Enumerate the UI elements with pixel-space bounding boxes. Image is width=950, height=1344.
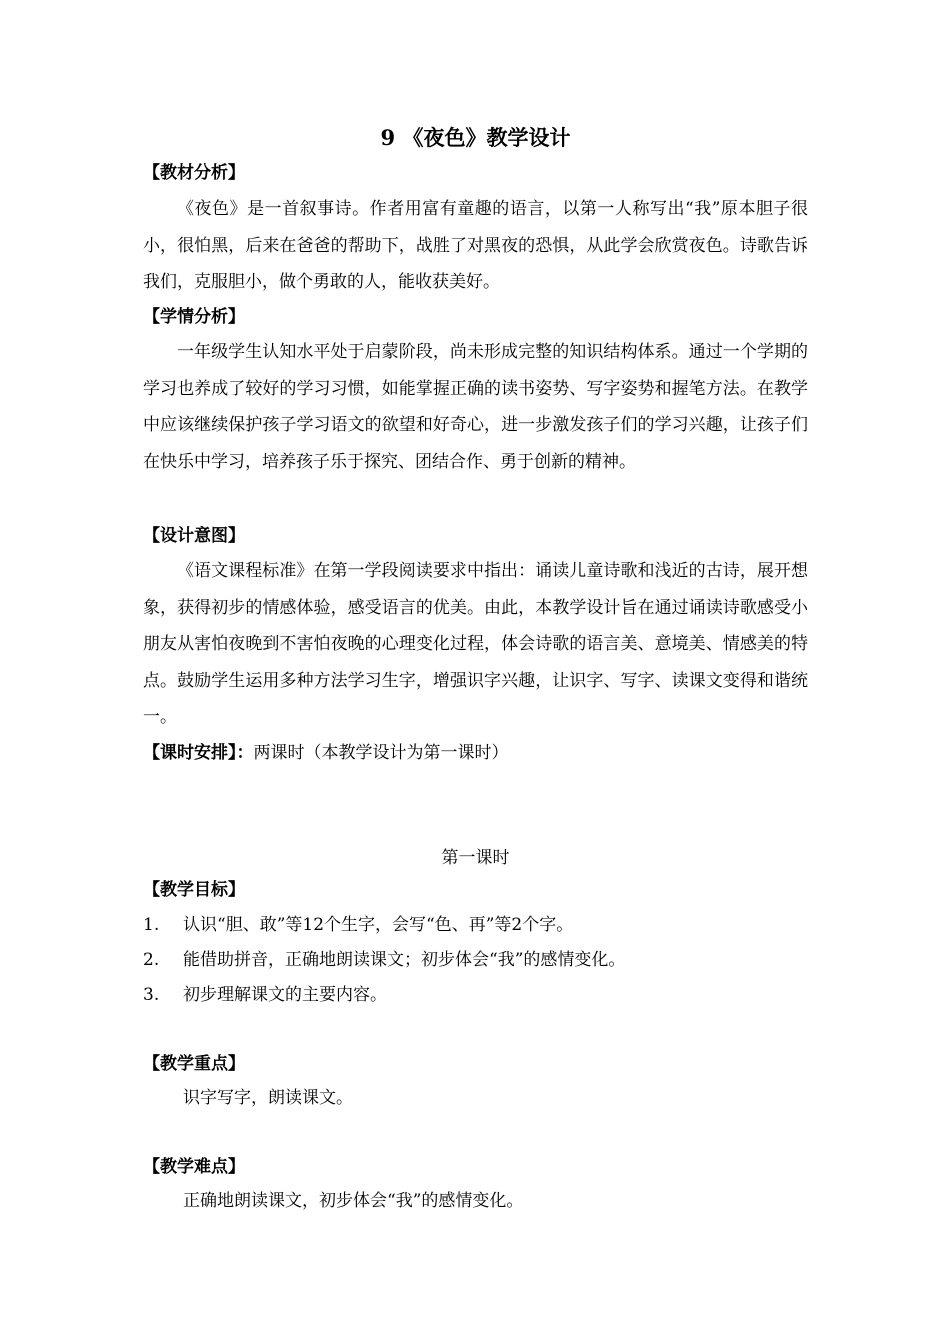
difficulties-text: 正确地朗读课文，初步体会“我”的感情变化。	[183, 1191, 524, 1211]
student-analysis-text: 一年级学生认知水平处于启蒙阶段，尚未形成完整的知识结构体系。通过一个学期的学习也养成了较好的学习习惯，如能掌握正确的读书姿势、写字姿势和握笔方法。在教学中应该继续保护孩子学习语文的欲望和好奇心，进一步激发孩子们的学习兴趣，让孩子们在快乐中学习，培养孩子乐于探究、团结合作、勇于创新的精神。	[143, 342, 808, 472]
key-points-heading: 【教学重点】	[143, 1054, 245, 1074]
goal-number: 2.	[143, 950, 160, 970]
teaching-goals-heading: 【教学目标】	[143, 880, 245, 900]
schedule-line	[143, 741, 509, 765]
goal-text: 能借助拼音，正确地朗读课文；初步体会“我”的感情变化。	[183, 950, 626, 970]
schedule-heading: 【课时安排】	[143, 743, 237, 763]
schedule-text: 两课时（本教学设计为第一课时）	[253, 743, 509, 763]
goal-text: 认识“胆、敢”等12个生字，会写“色、再”等2个字。	[183, 915, 574, 935]
lesson-title: 第一课时	[441, 848, 510, 868]
difficulties-heading: 【教学难点】	[143, 1157, 245, 1177]
goal-item	[143, 983, 387, 1007]
schedule-separator: ：	[236, 743, 254, 763]
goal-item	[143, 948, 625, 972]
design-intent-text: 《语文课程标准》在第一学段阅读要求中指出：诵读儿童诗歌和浅近的古诗，展开想象，获得初步的情感体验，感受语言的优美。由此，本教学设计旨在通过诵读诗歌感受小朋友从害怕夜晚到不害怕夜晚的心理变化过程，体会诗歌的语言美、意境美、情感美的特点。鼓励学生运用多种方法学习生字，增强识字兴趣，让识字、写字、读课文变得和谐统一。	[143, 561, 808, 727]
material-analysis-heading: 【教材分析】	[143, 163, 245, 183]
goal-text: 初步理解课文的主要内容。	[183, 985, 387, 1005]
design-intent-heading: 【设计意图】	[143, 526, 245, 546]
goal-number: 3.	[143, 985, 160, 1005]
key-points-text: 识字写字，朗读课文。	[183, 1088, 353, 1108]
material-analysis-text: 《夜色》是一首叙事诗。作者用富有童趣的语言，以第一人称写出“我”原本胆子很小，很怕黑，后来在爸爸的帮助下，战胜了对黑夜的恐惧，从此学会欣赏夜色。诗歌告诉我们，克服胆小，做个勇敢的人，能收获美好。	[143, 199, 808, 292]
student-analysis-heading: 【学情分析】	[143, 307, 245, 327]
document-title: 9 《夜色》教学设计	[380, 125, 571, 150]
goal-item	[143, 913, 573, 937]
goal-number: 1.	[143, 915, 160, 935]
